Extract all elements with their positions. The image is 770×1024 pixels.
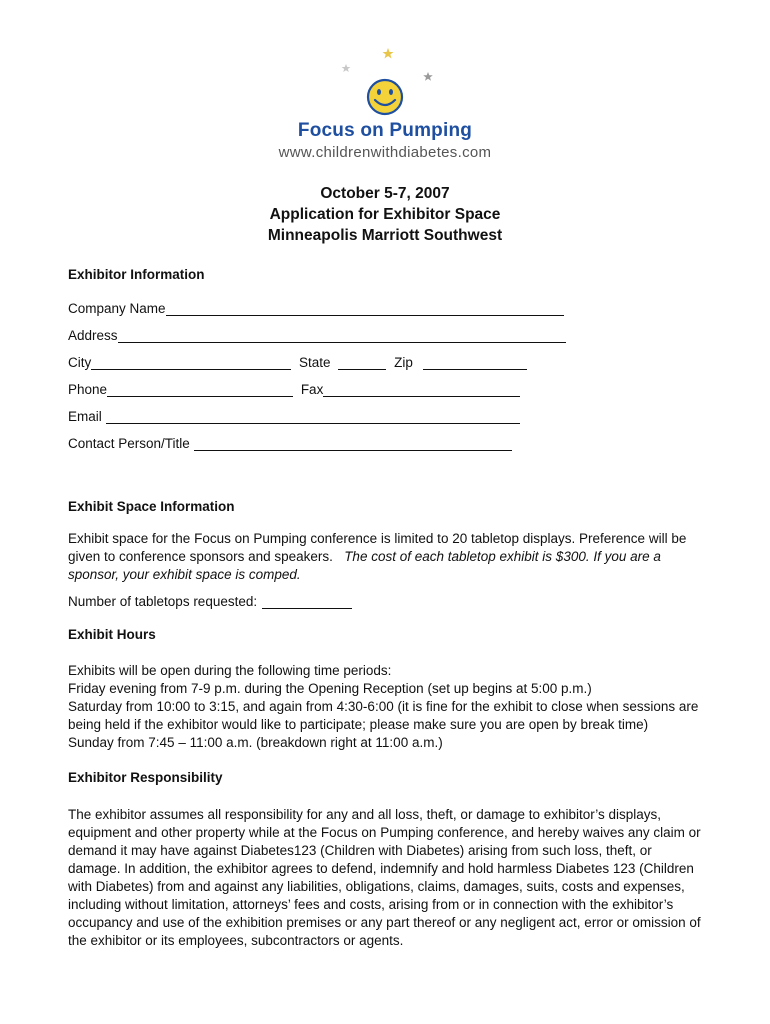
fax-label: Fax [300,382,324,397]
city-row [68,355,527,375]
website-url[interactable]: www.childrenwithdiabetes.com [278,144,492,161]
company-label: Company Name [68,301,166,316]
exhibit-space-description: Exhibit space for the Focus on Pumping conference is limited to 20 tabletop displays. Preference will be given to conference sponsors and speakers. [68,531,687,564]
tabletops-row [68,594,352,614]
company-row [68,301,564,321]
zip-label: Zip [394,355,413,370]
email-field[interactable] [106,409,520,424]
section-heading-exhibit-space: Exhibit Space Information [68,499,235,514]
hours-saturday: Saturday from 10:00 to 3:15, and again from 4:30-6:00 (it is fine for the exhibit to close when sessions are being held if the exhibitor would like to participate; please make sure you are open by break time) [68,699,699,732]
hours-sunday: Sunday from 7:45 – 11:00 a.m. (breakdown right at 11:00 a.m.) [68,735,443,750]
brand-name: Focus on Pumping [297,120,473,141]
tabletops-label: Number of tabletops requested: [68,594,258,609]
phone-row [68,382,520,402]
event-venue: Minneapolis Marriott Southwest [267,227,503,244]
logo [0,40,770,170]
contact-row [68,436,512,456]
section-heading-exhibit-hours: Exhibit Hours [68,627,156,642]
fax-field[interactable] [323,382,520,397]
exhibit-space-text [68,530,708,584]
responsibility-text: The exhibitor assumes all responsibility for any and all loss, theft, or damage to exhibitor’s displays, equipment and other property while at the Focus on Pumping conference, and hereby waives any claim or demand it may have against Diabetes123 (Children with Diabetes) arising from such loss, theft, or damage. In addition, the exhibitor agrees to defend, indemnify and hold harmless Diabetes 123 (Children with Diabetes) from and against any liabilities, obligations, claims, damages, suits, costs and expenses, including without limitation, attorneys’ fees and costs, arising from or in connection with the exhibitor’s occupancy and use of the exhibition premises or any part thereof or any negligent act, error or omission of the exhibitor or its employees, subcontractors or agents. [68,807,701,948]
exhibit-cost-note: The cost of each tabletop exhibit is $300. If you are a sponsor, your exhibit space is comped. [68,549,661,582]
state-field[interactable] [338,355,386,370]
email-row [68,409,520,429]
company-field[interactable] [166,301,564,316]
contact-field[interactable] [194,436,512,451]
address-label: Address [68,328,118,343]
section-heading-exhibitor-info: Exhibitor Information [68,267,205,282]
logo-graphic [330,40,440,120]
contact-label: Contact Person/Title [68,436,190,451]
star-icon [423,72,433,81]
hours-friday: Friday evening from 7-9 p.m. during the Opening Reception (set up begins at 5:00 p.m.) [68,681,592,696]
phone-label: Phone [68,382,108,397]
hours-intro: Exhibits will be open during the following time periods: [68,663,392,678]
state-label: State [299,355,331,370]
smiley-face-icon [368,80,402,114]
zip-field[interactable] [423,355,527,370]
event-dates: October 5-7, 2007 [320,185,450,202]
tabletops-field[interactable] [262,594,352,609]
star-icon [342,64,351,72]
section-heading-responsibility: Exhibitor Responsibility [68,770,223,785]
city-field[interactable] [91,355,291,370]
phone-field[interactable] [107,382,293,397]
star-icon [383,48,394,59]
title-block [0,183,770,246]
address-field[interactable] [118,328,566,343]
email-label: Email [68,409,102,424]
address-row [68,328,566,348]
exhibit-hours-list [68,662,708,752]
page-title: Application for Exhibitor Space [269,206,501,223]
city-label: City [68,355,92,370]
